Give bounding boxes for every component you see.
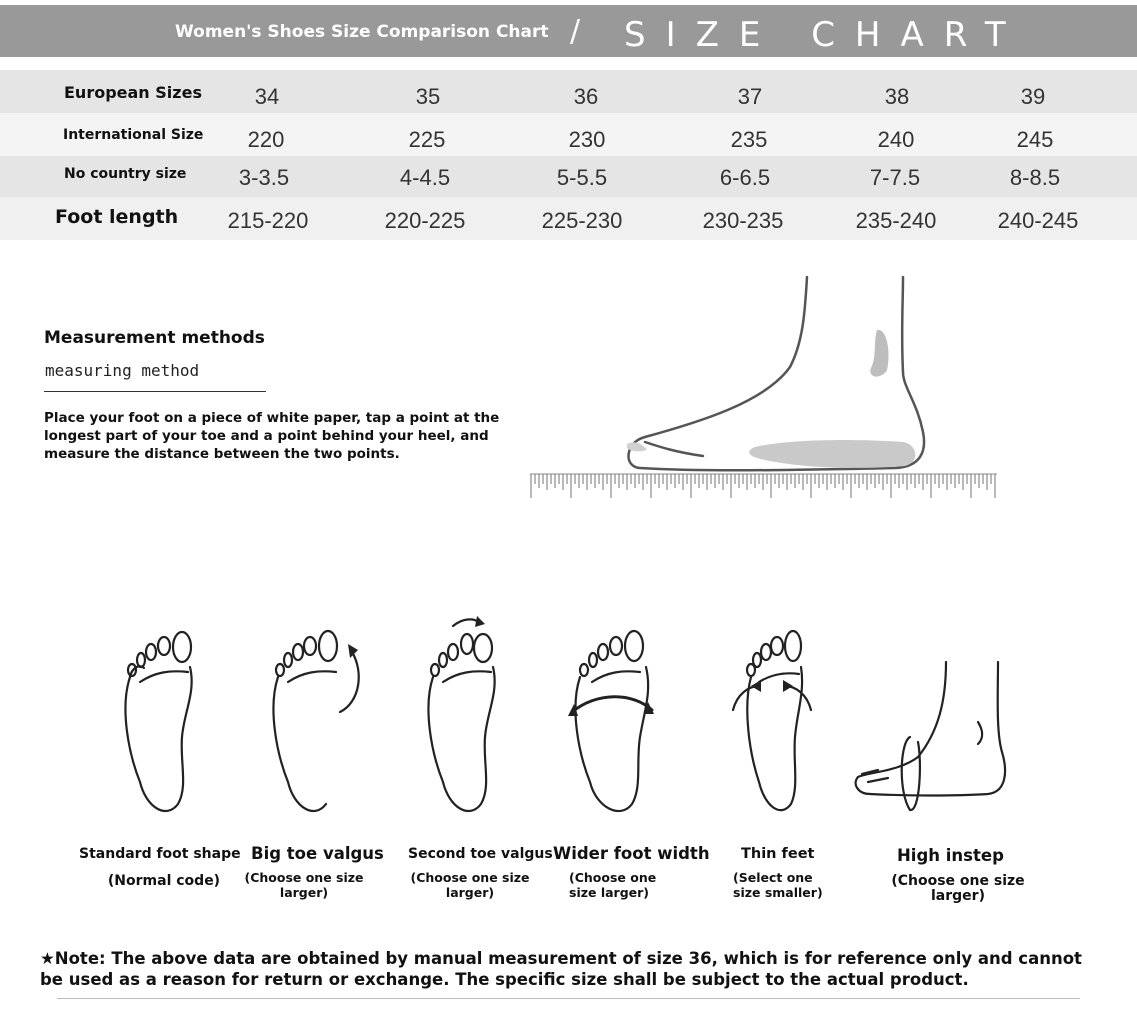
shape-label: Wider foot width <box>553 844 710 863</box>
shape-note: (Choose one size larger) <box>410 870 530 900</box>
table-cell: 6-6.5 <box>719 165 771 190</box>
high-instep-icon <box>848 612 1018 822</box>
table-cell: 39 <box>1020 84 1046 109</box>
shape-label: High instep <box>897 846 1004 865</box>
wide-foot-icon <box>562 612 662 822</box>
measurement-subheading: measuring method <box>45 361 200 380</box>
measurement-heading: Measurement methods <box>44 328 265 348</box>
table-cell: 225-230 <box>541 208 623 233</box>
shape-note: (Choose one size larger) <box>244 870 364 900</box>
table-row <box>0 156 1137 197</box>
table-row <box>0 70 1137 113</box>
table-cell: 240 <box>877 127 915 152</box>
table-row <box>0 113 1137 156</box>
shape-note: (Select one size smaller) <box>733 870 823 900</box>
shape-label: Second toe valgus <box>408 846 553 862</box>
foot-measurement-icon <box>525 272 1005 504</box>
thin-foot-icon <box>727 612 822 822</box>
table-cell: 37 <box>737 84 763 109</box>
table-cell: 35 <box>415 84 441 109</box>
table-cell: 36 <box>573 84 599 109</box>
table-cell: 240-245 <box>997 208 1079 233</box>
row-label: International Size <box>63 127 204 143</box>
table-cell: 230-235 <box>702 208 784 233</box>
measurement-divider <box>44 391 266 392</box>
big-toe-valgus-icon <box>258 612 368 822</box>
table-cell: 220-225 <box>384 208 466 233</box>
standard-foot-icon <box>110 612 205 822</box>
table-cell: 4-4.5 <box>399 165 451 190</box>
table-cell: 225 <box>408 127 446 152</box>
table-cell: 38 <box>884 84 910 109</box>
banner-subtitle: Women's Shoes Size Comparison Chart <box>175 22 549 42</box>
size-table <box>0 70 1137 240</box>
shape-label: Standard foot shape <box>79 846 241 862</box>
table-cell: 3-3.5 <box>238 165 290 190</box>
table-cell: 235 <box>730 127 768 152</box>
row-label: No country size <box>64 166 187 182</box>
shape-note: (Choose one size larger) <box>891 873 1025 904</box>
table-cell: 34 <box>254 84 280 109</box>
shape-note: (Normal code) <box>107 873 221 889</box>
header-banner <box>0 5 1137 57</box>
table-cell: 8-8.5 <box>1009 165 1061 190</box>
shape-label: Big toe valgus <box>251 844 384 863</box>
second-toe-valgus-icon <box>413 612 513 822</box>
table-row <box>0 197 1137 240</box>
disclaimer-note: ★Note: The above data are obtained by manual measurement of size 36, which is for reference only and cannot be used as a reason for return or exchange. The specific size shall be subject to the actual product. <box>40 949 1082 989</box>
row-label: Foot length <box>55 206 179 228</box>
table-cell: 230 <box>568 127 606 152</box>
table-cell: 7-7.5 <box>869 165 921 190</box>
table-cell: 220 <box>247 127 285 152</box>
banner-title: SIZE CHART <box>624 15 1026 55</box>
shape-note: (Choose one size larger) <box>569 870 657 900</box>
table-cell: 215-220 <box>227 208 309 233</box>
row-label: European Sizes <box>64 83 202 102</box>
table-cell: 235-240 <box>855 208 937 233</box>
shape-label: Thin feet <box>741 846 815 862</box>
banner-slash: / <box>570 14 581 49</box>
table-cell: 5-5.5 <box>556 165 608 190</box>
footer-divider <box>57 998 1080 999</box>
table-cell: 245 <box>1016 127 1054 152</box>
measurement-description: Place your foot on a piece of white paper, tap a point at the longest part of your toe and a point behind your heel, and measure the distance between the two points. <box>44 410 500 462</box>
